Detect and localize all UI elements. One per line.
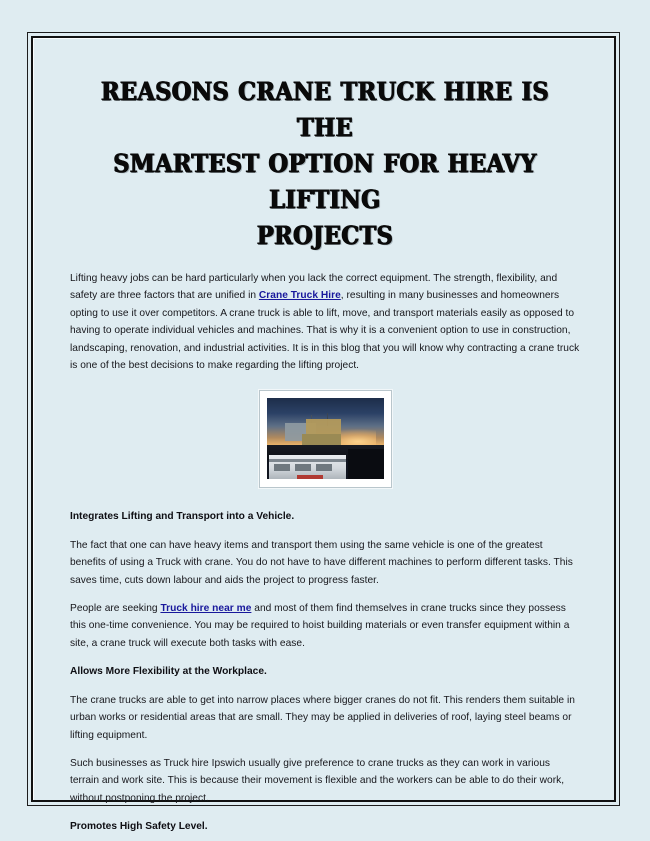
figure-frame (259, 390, 392, 488)
crane-truck-photo (267, 398, 384, 479)
paragraph-ipswich: Such businesses as Truck hire Ipswich usually give preference to crane trucks as they can work in various terrain and work site. This is because their movement is flexible and the workers can be able to do their work, without postponing the project. (70, 757, 565, 804)
p3-text-after-link: and most of them find themselves in crane trucks since they possess this one-time convenience. You may be required to hoist building materials or even transfer equipment within a site, a crane truck will execute both tasks with ease. (70, 603, 570, 649)
title-line-3: PROJECTS (256, 221, 394, 250)
photo-truck-stripe (297, 475, 323, 480)
link-crane-truck-hire[interactable]: Crane Truck Hire (258, 290, 341, 302)
photo-shadow-right (348, 449, 383, 480)
photo-truck-panel-2 (295, 464, 311, 470)
photo-truck-panel-3 (316, 464, 332, 470)
section-heading-integrates: Integrates Lifting and Transport into a Vehicle. (70, 511, 295, 523)
intro-paragraph (70, 270, 580, 374)
section-heading-flexibility: Allows More Flexibility at the Workplace. (70, 666, 267, 678)
photo-truck-rail (269, 459, 346, 462)
paragraph-truck-hire-near-me (70, 600, 580, 652)
intro-text-after-link: , resulting in many businesses and homeowners opting to use it over competitors. A crane truck is able to lift, move, and transport materials easily as opposed to having to operate individual vehicles and machines. That is why it is a convenient option to use in construction, landscaping, renovation, and industrial activities. It is in this blog that you will know why contracting a crane truck is one of the best decisions to make regarding the lifting project. (70, 290, 580, 372)
link-truck-hire-near-me[interactable]: Truck hire near me (160, 603, 252, 615)
title-line-2: SMARTEST OPTION FOR HEAVY LIFTING (113, 149, 537, 214)
section-heading-safety: Promotes High Safety Level. (70, 821, 208, 833)
intro-text-before-link: Lifting heavy jobs can be hard particularly when you lack the correct equipment. The strength, flexibility, and safety are three factors that are unified in (70, 273, 558, 302)
p3-text-before-link: People are seeking (70, 603, 161, 615)
paragraph-flexibility: The crane trucks are able to get into narrow places where bigger cranes do not fit. This renders them suitable in urban works or residential areas that are small. They may be applied in deliveries of roof, laying steel beams or lifting equipment. (70, 694, 575, 741)
title-line-1: REASONS CRANE TRUCK HIRE IS THE (101, 77, 549, 142)
photo-truck-panel-1 (274, 464, 290, 470)
figure (70, 390, 580, 488)
paragraph-integrates: The fact that one can have heavy items and transport them using the same vehicle is one of the greatest benefits of using a Truck with crane. You do not have to have different machines to perform different tasks. This saves time, cuts down labour and aids the project to progress faster. (70, 539, 573, 586)
document-content (40, 46, 610, 833)
page-title (70, 74, 580, 254)
